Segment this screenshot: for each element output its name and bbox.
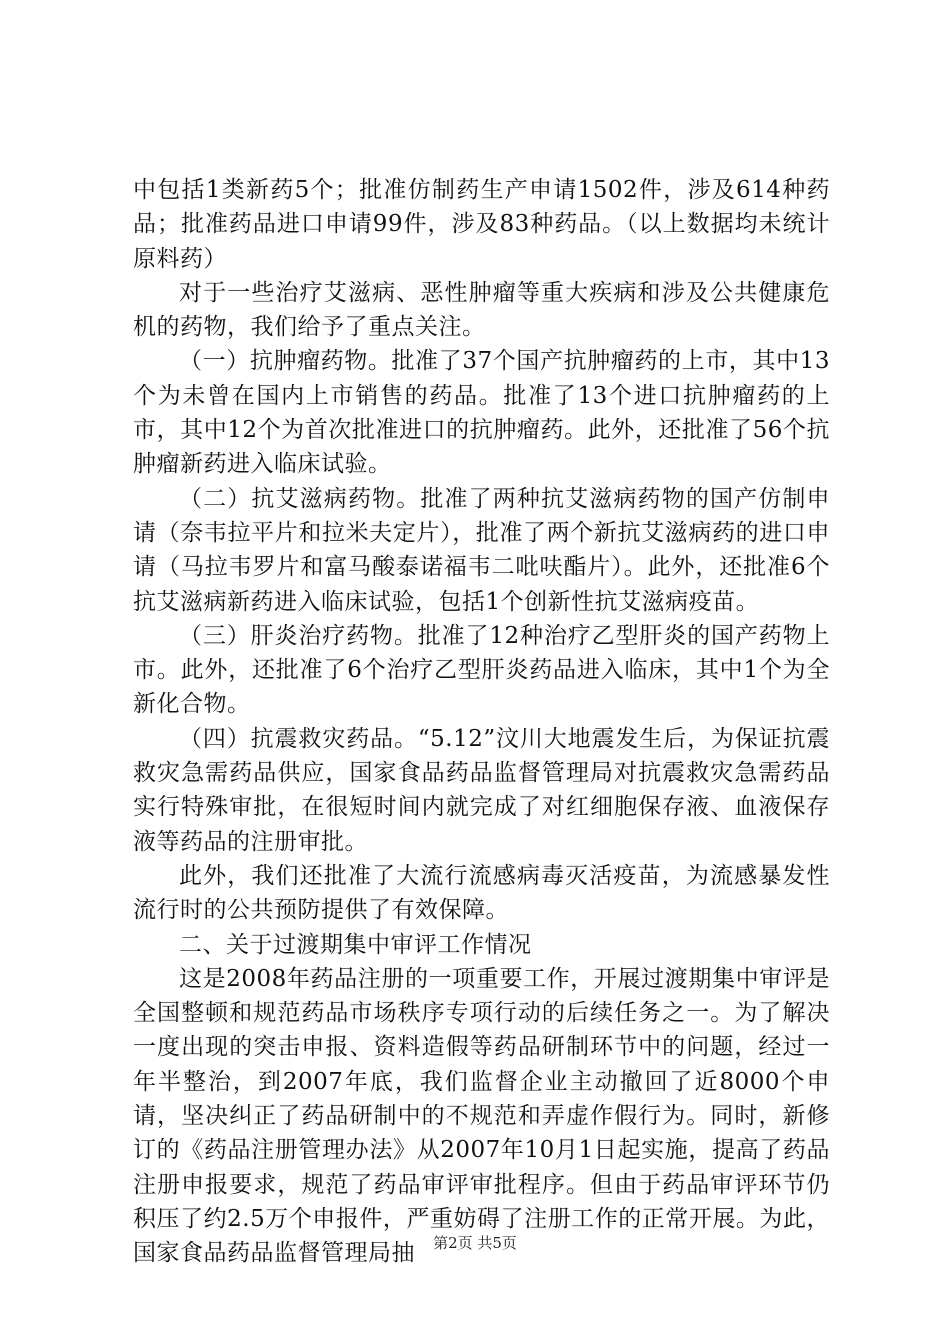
- page-footer: 第2页 共5页: [433, 1234, 517, 1252]
- section-heading-transition-review: 二、关于过渡期集中审评工作情况: [179, 931, 532, 958]
- document-body: [133, 173, 830, 1271]
- paragraph-key-focus: 对于一些治疗艾滋病、恶性肿瘤等重大疾病和涉及公共健康危机的药物，我们给予了重点关注。: [133, 279, 830, 341]
- paragraph-transition-review: 这是2008年药品注册的一项重要工作，开展过渡期集中审评是全国整顿和规范药品市场秩序专项行动的后续任务之一。为了解决一度出现的突击申报、资料造假等药品研制环节中的问题，经过一年半整治，到2007年底，我们监督企业主动撤回了近8000个申请，坚决纠正了药品研制中的不规范和弄虚作假行为。同时，新修订的《药品注册管理办法》从2007年10月1日起实施，提高了药品注册申报要求，规范了药品审评审批程序。但由于药品审评环节仍积压了约2.5万个申报件，严重妨碍了注册工作的正常开展。为此，国家食品药品监督管理局抽: [133, 965, 830, 1267]
- paragraph-continuation: 中包括1类新药5个；批准仿制药生产申请1502件，涉及614种药品；批准药品进口申请99件，涉及83种药品。（以上数据均未统计原料药）: [133, 177, 830, 272]
- paragraph-antitumor: （一）抗肿瘤药物。批准了37个国产抗肿瘤药的上市，其中13个为未曾在国内上市销售的药品。批准了13个进口抗肿瘤药的上市，其中12个为首次批准进口的抗肿瘤药。此外，还批准了56个抗肿瘤新药进入临床试验。: [133, 348, 830, 478]
- paragraph-flu-vaccine: 此外，我们还批准了大流行流感病毒灭活疫苗，为流感暴发性流行时的公共预防提供了有效保障。: [133, 862, 830, 924]
- paragraph-hepatitis: （三）肝炎治疗药物。批准了12种治疗乙型肝炎的国产药物上市。此外，还批准了6个治疗乙型肝炎药品进入临床，其中1个为全新化合物。: [133, 622, 830, 718]
- paragraph-earthquake-relief: （四）抗震救灾药品。“5.12”汶川大地震发生后，为保证抗震救灾急需药品供应，国家食品药品监督管理局对抗震救灾急需药品实行特殊审批，在很短时间内就完成了对红细胞保存液、血液保存液等药品的注册审批。: [133, 725, 830, 855]
- paragraph-anti-aids: （二）抗艾滋病药物。批准了两种抗艾滋病药物的国产仿制申请（奈韦拉平片和拉米夫定片），批准了两个新抗艾滋病药的进口申请（马拉韦罗片和富马酸泰诺福韦二吡呋酯片）。此外，还批准6个抗艾滋病新药进入临床试验，包括1个创新性抗艾滋病疫苗。: [133, 485, 830, 615]
